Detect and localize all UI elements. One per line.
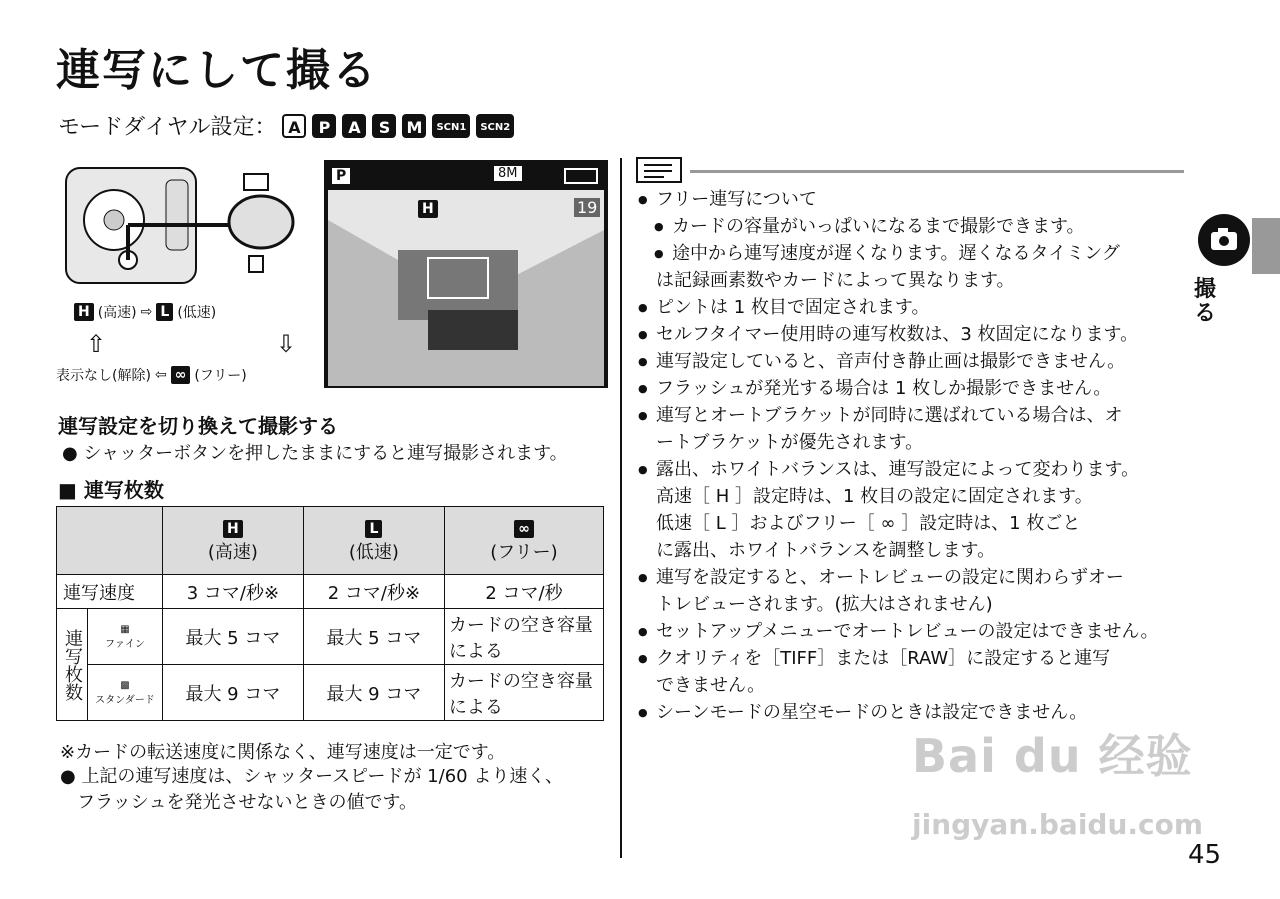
arrow-left-icon: ⇦ xyxy=(154,367,167,383)
note-item: できません。 xyxy=(656,675,766,696)
note-item: ● 途中から連写速度が遅くなります。遅くなるタイミング xyxy=(638,240,1188,267)
burst-free-icon: ∞ xyxy=(171,366,191,384)
arrow-right-icon: ⇨ xyxy=(140,304,153,320)
fine-quality-icon: ▦ xyxy=(120,623,130,635)
count-section-title: ■ 連写枚数 xyxy=(58,478,164,502)
mode-icon-s: S xyxy=(372,114,396,138)
section-title: 連写設定を切り換えて撮影する xyxy=(58,414,338,438)
note-item: ● ピントは 1 枚目で固定されます。 xyxy=(638,294,1188,321)
memo-rule xyxy=(690,170,1184,173)
column-divider xyxy=(620,158,622,858)
lcd-size: 8M xyxy=(494,166,522,181)
note-item: ● 連写を設定すると、オートレビューの設定に関わらずオー xyxy=(638,564,1188,591)
camera-illustration xyxy=(56,160,324,390)
note-item: 低速［ L ］およびフリー［ ∞ ］設定時は、1 枚ごと xyxy=(656,513,1081,534)
mode-dial-row xyxy=(58,110,514,141)
burst-low-icon: L xyxy=(156,303,173,321)
page-number: 45 xyxy=(1188,840,1222,870)
burst-mode-high: H (高速) ⇨ L (低速) xyxy=(74,302,216,322)
scene-photo xyxy=(328,190,604,386)
chapter-tab xyxy=(1252,218,1280,274)
note-item: に露出、ホワイトバランスを調整します。 xyxy=(656,540,996,561)
quality-standard: ▩ スタンダード xyxy=(88,665,163,721)
lcd-mode: P xyxy=(332,168,350,184)
quality-fine: ▦ ファイン xyxy=(88,609,163,665)
shots-remaining: 19 xyxy=(574,198,600,217)
burst-count-table xyxy=(56,506,604,721)
note-item: 高速［ H ］設定時は、1 枚目の設定に固定されます。 xyxy=(656,486,1093,507)
note-item: トレビューされます。(拡大はされません) xyxy=(656,594,993,615)
note-item: ● セルフタイマー使用時の連写枚数は、3 枚固定になります。 xyxy=(638,321,1188,348)
watermark-url: jingyan.baidu.com xyxy=(912,808,1204,841)
lcd-burst-icon: H xyxy=(418,200,438,218)
chapter-label: 撮る xyxy=(1193,277,1216,326)
header-free: ∞ (フリー) xyxy=(444,507,603,575)
footnote: ※カードの転送速度に関係なく、連写速度は一定です。 xyxy=(60,742,506,763)
burst-high-icon: H xyxy=(223,520,243,538)
table-row-standard: ▩ スタンダード 最大 9 コマ 最大 9 コマ カードの空き容量による xyxy=(57,665,604,721)
note-item: ● クオリティを［TIFF］または［RAW］に設定すると連写 xyxy=(638,645,1188,672)
header-high: H (高速) xyxy=(162,507,303,575)
note-item: ● シーンモードの星空モードのときは設定できません。 xyxy=(638,699,1188,726)
section-bullet: ● シャッターボタンを押したままにすると連写撮影されます。 xyxy=(62,443,568,464)
note-item: ● 露出、ホワイトバランスは、連写設定によって変わります。 xyxy=(638,456,1188,483)
note-item: ● フリー連写について xyxy=(638,186,1188,213)
note-item: ● カードの容量がいっぱいになるまで撮影できます。 xyxy=(638,213,1188,240)
burst-free-icon: ∞ xyxy=(514,520,534,538)
page-title: 連写にして撮る xyxy=(56,45,378,96)
table-corner xyxy=(57,507,163,575)
burst-high-icon: H xyxy=(74,303,94,321)
lcd-preview xyxy=(324,160,608,388)
mode-icon-a: A xyxy=(342,114,366,138)
battery-icon xyxy=(564,168,598,184)
note-item: ● フラッシュが発光する場合は 1 枚しか撮影できません。 xyxy=(638,375,1188,402)
burst-mode-free: 表示なし(解除) ⇦ ∞ (フリー) xyxy=(56,367,247,384)
count-label: 連写枚数 xyxy=(57,609,88,721)
note-bullet: ● 上記の連写速度は、シャッタースピードが 1/60 より速く、 フラッシュを発光させないときの値です。 xyxy=(60,766,563,813)
header-low: L (低速) xyxy=(303,507,444,575)
lcd-scene xyxy=(328,190,604,386)
standard-quality-icon: ▩ xyxy=(120,679,130,691)
table-row-speed: 連写速度 3 コマ/秒※ 2 コマ/秒※ 2 コマ/秒 xyxy=(57,575,604,609)
mode-icon-scn1: SCN1 xyxy=(432,114,470,138)
note-item: ● セットアップメニューでオートレビューの設定はできません。 xyxy=(638,618,1188,645)
note-item: ● 連写とオートブラケットが同時に選ばれている場合は、オ xyxy=(638,402,1188,429)
note-item: ● 連写設定していると、音声付き静止画は撮影できません。 xyxy=(638,348,1188,375)
burst-low-icon: L xyxy=(365,520,382,538)
memo-icon xyxy=(636,157,682,187)
mode-icon-p: P xyxy=(312,114,336,138)
note-item: ートブラケットが優先されます。 xyxy=(656,432,924,453)
notes-list xyxy=(638,186,1188,726)
note-item: は記録画素数やカードによって異なります。 xyxy=(656,270,1015,291)
arrow-up-icon: ⇧ xyxy=(86,330,107,358)
mode-dial-label: モードダイヤル設定： xyxy=(58,115,277,140)
arrow-down-icon: ⇩ xyxy=(276,330,297,358)
mode-icon-scn2: SCN2 xyxy=(476,114,514,138)
watermark-logo: Bai du 经验 xyxy=(912,729,1193,783)
camera-icon xyxy=(1198,214,1250,266)
mode-icon-m: M xyxy=(402,114,426,138)
mode-icon-a-auto: A xyxy=(282,114,306,138)
table-row-fine: 連写枚数 ▦ ファイン 最大 5 コマ 最大 5 コマ カードの空き容量による xyxy=(57,609,604,665)
